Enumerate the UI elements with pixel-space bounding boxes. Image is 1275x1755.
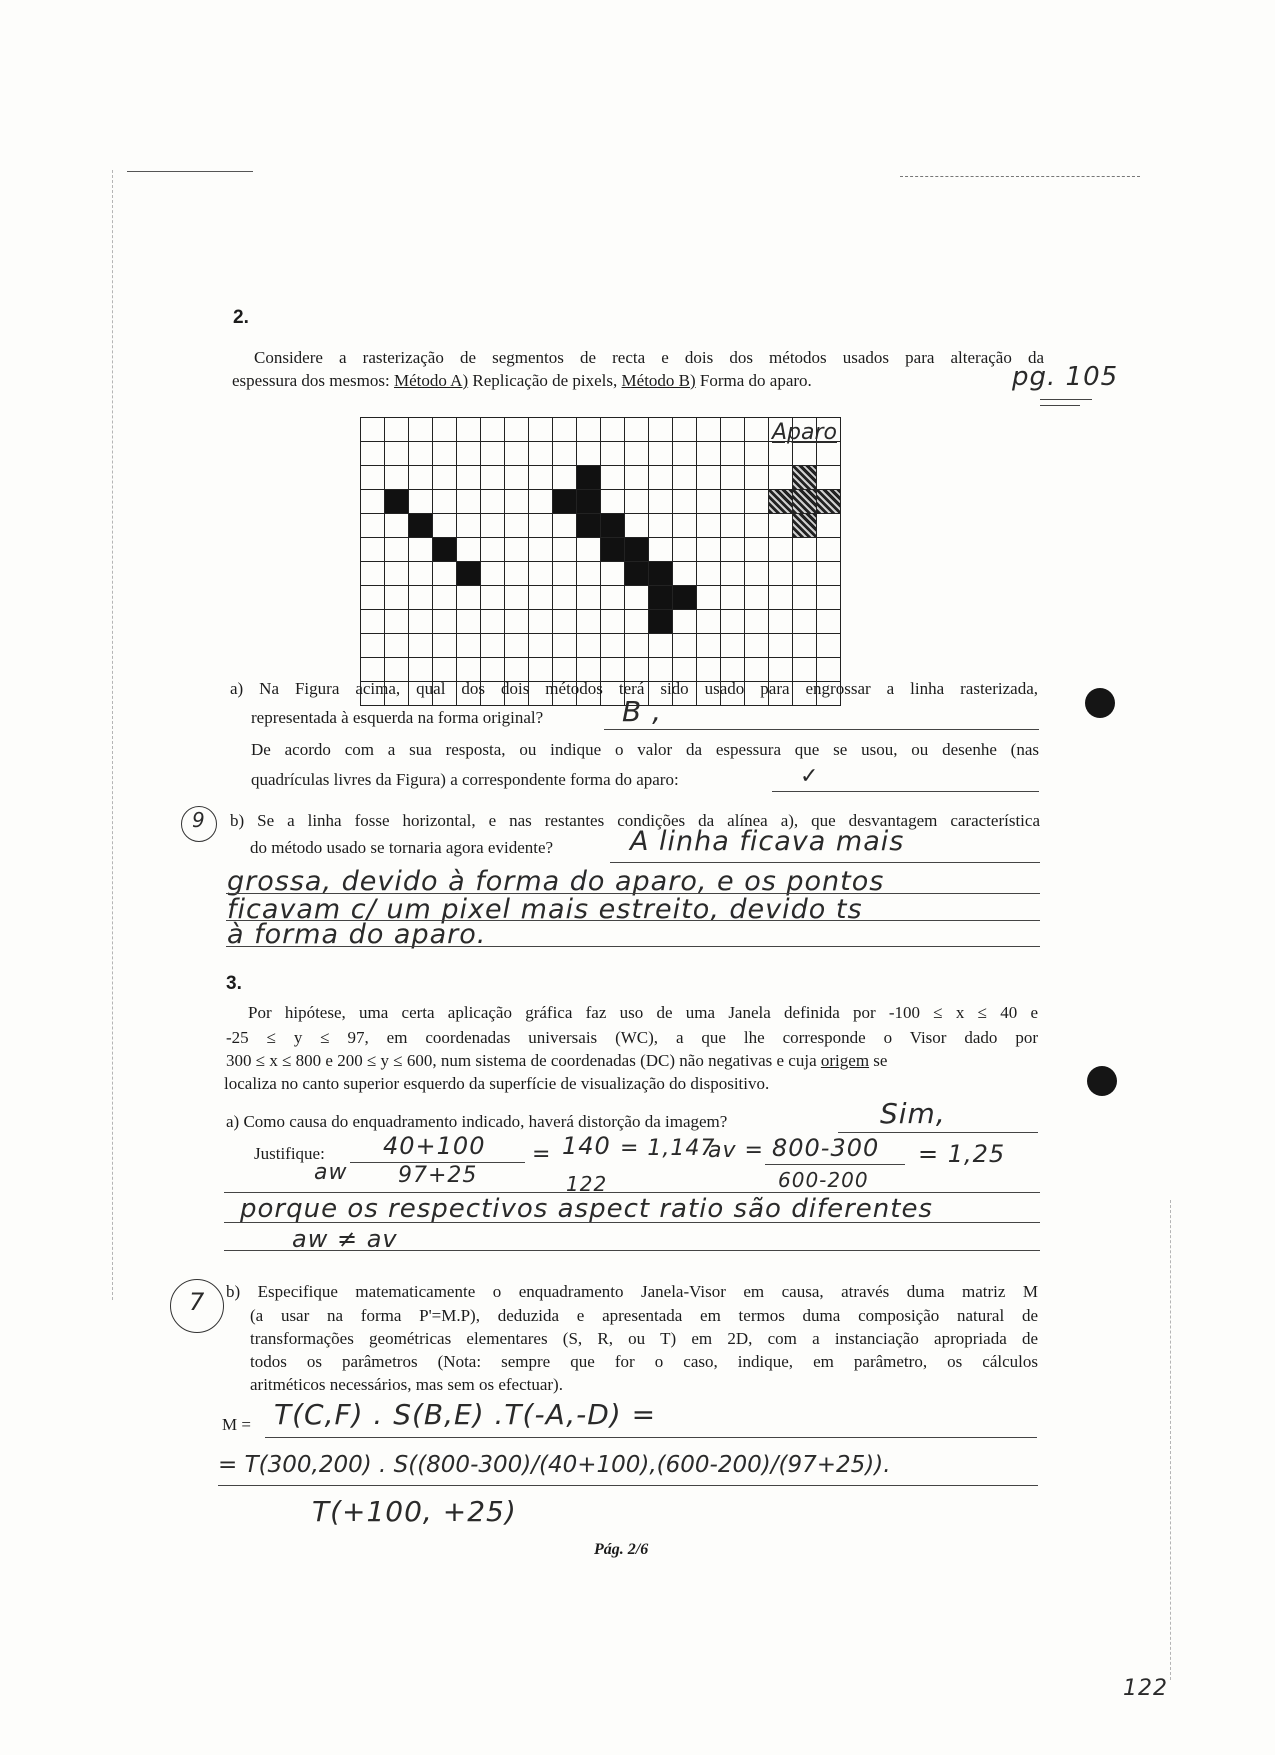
grid-cell	[433, 418, 457, 442]
grid-cell	[385, 442, 409, 466]
filled-pixel	[601, 538, 625, 562]
grid-cell	[553, 610, 577, 634]
grid-cell	[625, 634, 649, 658]
grid-cell	[817, 610, 841, 634]
grid-cell	[385, 418, 409, 442]
q3a-answer-rule	[838, 1132, 1038, 1133]
grid-cell	[529, 538, 553, 562]
filled-pixel	[649, 562, 673, 586]
matrix-formula-line3: T(+100, +25)	[312, 1495, 517, 1528]
grid-cell	[601, 442, 625, 466]
header-rule-left	[127, 171, 253, 172]
filled-pixel	[649, 610, 673, 634]
grid-cell	[649, 514, 673, 538]
calc-eq-sign: =	[532, 1142, 552, 1167]
grid-cell	[433, 610, 457, 634]
grid-cell	[625, 418, 649, 442]
filled-pixel	[553, 490, 577, 514]
page-number: Pág. 2/6	[594, 1541, 649, 1558]
grid-cell	[409, 418, 433, 442]
grid-cell	[361, 442, 385, 466]
grid-cell	[793, 538, 817, 562]
calc-aw-value-den: 122	[566, 1172, 608, 1196]
grid-cell	[481, 466, 505, 490]
grid-cell	[649, 538, 673, 562]
justify-line2: porque os respectivos aspect ratio são diferentes	[240, 1194, 933, 1224]
grid-cell	[385, 538, 409, 562]
grid-cell	[697, 610, 721, 634]
grid-cell	[745, 466, 769, 490]
grid-cell	[481, 562, 505, 586]
grid-cell	[601, 610, 625, 634]
grid-cell	[361, 538, 385, 562]
raster-grid-figure	[360, 417, 841, 706]
scan-left-edge	[112, 170, 113, 1300]
grid-cell	[433, 562, 457, 586]
grid-cell	[457, 586, 481, 610]
grid-cell	[433, 490, 457, 514]
grid-cell	[625, 610, 649, 634]
grid-cell	[649, 442, 673, 466]
grid-cell	[793, 634, 817, 658]
grid-cell	[769, 586, 793, 610]
grid-cell	[673, 514, 697, 538]
justify-line3: aw ≠ av	[292, 1225, 398, 1253]
grid-cell	[745, 514, 769, 538]
grid-cell	[433, 442, 457, 466]
grid-cell	[817, 538, 841, 562]
grid-cell	[721, 586, 745, 610]
filled-pixel	[457, 562, 481, 586]
grid-cell	[673, 490, 697, 514]
grid-cell	[793, 586, 817, 610]
grid-cell	[601, 418, 625, 442]
calc-aw-label: aw	[314, 1160, 348, 1185]
q2b-line1: b) Se a linha fosse horizontal, e nas restantes condições da alínea a), que desvantagem característica	[230, 811, 1040, 830]
grid-cell	[721, 490, 745, 514]
grid-cell	[697, 514, 721, 538]
aparo-annotation: Aparo	[772, 420, 838, 445]
grid-cell	[649, 466, 673, 490]
q2a-answer-method: B ,	[622, 695, 663, 728]
filled-pixel	[625, 562, 649, 586]
aparo-pixel	[817, 490, 841, 514]
grid-cell	[385, 466, 409, 490]
grid-cell	[481, 514, 505, 538]
grid-cell	[721, 442, 745, 466]
method-b-text: Forma do aparo.	[695, 371, 812, 390]
grid-cell	[505, 562, 529, 586]
q3b-line5: aritméticos necessários, mas sem os efectuar).	[250, 1375, 563, 1394]
q3b-line3: transformações geométricas elementares (S, R, ou T) em 2D, com a instanciação apropriada de	[250, 1329, 1038, 1348]
filled-pixel	[649, 586, 673, 610]
grid-cell	[529, 514, 553, 538]
calc-aw-denominator: 97+25	[398, 1163, 478, 1188]
grid-cell	[553, 538, 577, 562]
grid-cell	[817, 562, 841, 586]
q2-intro-prefix: espessura dos mesmos:	[232, 371, 394, 390]
q3b-line1: b) Especifique matematicamente o enquadramento Janela-Visor em causa, através duma matriz M	[226, 1282, 1038, 1301]
grid-cell	[697, 562, 721, 586]
grid-cell	[433, 514, 457, 538]
grid-cell	[745, 442, 769, 466]
grid-cell	[745, 634, 769, 658]
grid-cell	[385, 610, 409, 634]
calc-aw-numerator: 40+100	[383, 1132, 486, 1160]
grid-cell	[577, 418, 601, 442]
grid-cell	[361, 514, 385, 538]
grid-cell	[505, 490, 529, 514]
grid-cell	[745, 586, 769, 610]
q2-intro-line1: Considere a rasterização de segmentos de recta e dois dos métodos usados para alteração da	[254, 348, 1044, 367]
grid-cell	[625, 442, 649, 466]
grid-cell	[673, 418, 697, 442]
grid-cell	[409, 562, 433, 586]
grid-cell	[385, 586, 409, 610]
q3-origem-word: origem	[820, 1051, 870, 1070]
grid-cell	[697, 586, 721, 610]
grid-cell	[481, 634, 505, 658]
grid-cell	[601, 466, 625, 490]
grid-cell	[505, 634, 529, 658]
calc-av-fraction-bar	[765, 1164, 905, 1165]
q2a-answer-check: ✓	[800, 764, 820, 789]
grid-cell	[481, 418, 505, 442]
grid-cell	[505, 610, 529, 634]
grid-cell	[697, 466, 721, 490]
grid-cell	[793, 610, 817, 634]
grid-cell	[721, 562, 745, 586]
grid-cell	[457, 514, 481, 538]
grid-cell	[817, 586, 841, 610]
grid-cell	[505, 538, 529, 562]
grid-cell	[481, 610, 505, 634]
grid-cell	[769, 466, 793, 490]
grid-cell	[529, 490, 553, 514]
q2b-line2: do método usado se tornaria agora evidente?	[250, 838, 554, 857]
grid-cell	[577, 442, 601, 466]
grid-cell	[409, 466, 433, 490]
grid-cell	[577, 634, 601, 658]
grid-cell	[817, 634, 841, 658]
grid-cell	[361, 562, 385, 586]
q2a-line1: a) Na Figura acima, qual dos dois métodos terá sido usado para engrossar a linha rasterizada,	[230, 679, 1038, 698]
grid-cell	[601, 490, 625, 514]
grid-cell	[697, 490, 721, 514]
grid-cell	[745, 418, 769, 442]
aparo-pixel	[769, 490, 793, 514]
grid-cell	[769, 442, 793, 466]
grid-cell	[745, 562, 769, 586]
grid-cell	[625, 466, 649, 490]
grid-cell	[697, 538, 721, 562]
grid-cell	[529, 442, 553, 466]
matrix-formula-line2: = T(300,200) . S((800-300)/(40+100),(600-200)/(97+25)).	[218, 1452, 891, 1478]
q2-intro-line2	[232, 370, 812, 392]
header-rule-right	[900, 176, 1140, 177]
grid-cell	[769, 610, 793, 634]
grid-cell	[433, 466, 457, 490]
grid-cell	[793, 442, 817, 466]
grid-cell	[457, 418, 481, 442]
grid-cell	[721, 418, 745, 442]
grid-cell	[361, 586, 385, 610]
grid-cell	[577, 586, 601, 610]
grid-cell	[457, 442, 481, 466]
calc-av-result: = 1,25	[918, 1140, 1006, 1168]
grid-cell	[457, 610, 481, 634]
grid-cell	[409, 610, 433, 634]
grid-cell	[433, 586, 457, 610]
q2b-rule4	[226, 946, 1040, 947]
grid-cell	[721, 466, 745, 490]
calc-av-label: av =	[708, 1138, 764, 1163]
q3b-line2: (a usar na forma P'=M.P), deduzida e apresentada em termos duma composição natural de	[250, 1306, 1038, 1325]
grid-cell	[817, 442, 841, 466]
q3b-grade: 7	[189, 1288, 206, 1316]
justify-label: Justifique:	[254, 1144, 325, 1163]
grid-cell	[721, 538, 745, 562]
q2b-answer-line3: ficavam c/ um pixel mais estreito, devido ts	[227, 894, 863, 925]
q3-intro-line2: -25 ≤ y ≤ 97, em coordenadas universais (WC), a que lhe corresponde o Visor dado por	[226, 1028, 1038, 1047]
grid-cell	[433, 634, 457, 658]
matrix-formula-line1: T(C,F) . S(B,E) .T(-A,-D) =	[274, 1398, 657, 1431]
grid-cell	[721, 514, 745, 538]
grid-cell	[553, 418, 577, 442]
filled-pixel	[625, 538, 649, 562]
grid-cell	[649, 418, 673, 442]
grid-cell	[481, 490, 505, 514]
grid-cell	[505, 418, 529, 442]
grid-cell	[649, 634, 673, 658]
margin-ink-dot-1	[1085, 688, 1115, 718]
q2b-answer-line1: A linha ficava mais	[630, 826, 905, 857]
grid-cell	[769, 562, 793, 586]
q3-intro3-text: 300 ≤ x ≤ 800 e 200 ≤ y ≤ 600, num sistema de coordenadas (DC) não negativas e cuja	[226, 1051, 821, 1070]
grid-cell	[361, 418, 385, 442]
grid-cell	[769, 538, 793, 562]
question-3-number: 3.	[226, 973, 242, 994]
matrix-rule2	[218, 1485, 1038, 1486]
grid-cell	[529, 610, 553, 634]
grid-cell	[697, 418, 721, 442]
grid-cell	[817, 466, 841, 490]
corner-handwritten-number: 122	[1123, 1676, 1168, 1701]
grid-cell	[457, 490, 481, 514]
grid-cell	[361, 634, 385, 658]
grid-cell	[577, 538, 601, 562]
grid-cell	[673, 442, 697, 466]
q2a-answer-line1	[604, 729, 1039, 730]
q2b-rule1	[610, 862, 1040, 863]
grid-cell	[361, 466, 385, 490]
filled-pixel	[673, 586, 697, 610]
scan-right-edge	[1170, 1200, 1171, 1680]
question-2-number: 2.	[233, 307, 249, 328]
calc-av-numerator: 800-300	[772, 1134, 880, 1162]
q2b-answer-line4: à forma do aparo.	[227, 919, 487, 950]
grid-cell	[601, 562, 625, 586]
grid-cell	[577, 610, 601, 634]
grid-cell	[457, 538, 481, 562]
grid-cell	[745, 490, 769, 514]
grid-cell	[409, 634, 433, 658]
q2a-line4: quadrículas livres da Figura) a correspondente forma do aparo:	[251, 770, 679, 789]
page-reference-note: pg. 105	[1012, 362, 1119, 392]
grid-cell	[457, 634, 481, 658]
margin-ink-dot-2	[1087, 1066, 1117, 1096]
justify-rule2	[224, 1222, 1040, 1223]
grid-cell	[409, 586, 433, 610]
grid-cell	[361, 490, 385, 514]
grid-cell	[505, 514, 529, 538]
grid-cell	[505, 442, 529, 466]
filled-pixel	[577, 514, 601, 538]
aparo-pixel	[793, 514, 817, 538]
grid-cell	[577, 562, 601, 586]
q3a-answer: Sim,	[880, 1097, 946, 1130]
q3b-line4: todos os parâmetros (Nota: sempre que for o caso, indique, em parâmetro, os cálculos	[250, 1352, 1038, 1371]
grid-cell	[409, 490, 433, 514]
grid-cell	[529, 586, 553, 610]
grid-cell	[505, 586, 529, 610]
grid-cell	[649, 490, 673, 514]
calc-aw-value-num: 140	[562, 1132, 611, 1160]
filled-pixel	[385, 490, 409, 514]
grid-cell	[457, 466, 481, 490]
grid-cell	[769, 514, 793, 538]
grid-cell	[817, 514, 841, 538]
calc-av-denominator: 600-200	[778, 1168, 869, 1192]
grid-cell	[673, 610, 697, 634]
calc-aw-result: = 1,147	[620, 1136, 716, 1161]
grid-cell	[721, 610, 745, 634]
q3-intro-line1: Por hipótese, uma certa aplicação gráfica faz uso de uma Janela definida por -100 ≤ x ≤ 40 e	[248, 1003, 1038, 1022]
grid-cell	[529, 466, 553, 490]
q3-intro-line3	[226, 1050, 887, 1072]
justify-rule1	[224, 1192, 1040, 1193]
aparo-pixel	[793, 490, 817, 514]
grid-cell	[553, 442, 577, 466]
grid-cell	[409, 442, 433, 466]
grid-cell	[721, 634, 745, 658]
grid-cell	[385, 514, 409, 538]
grid-cell	[553, 466, 577, 490]
grid-cell	[601, 586, 625, 610]
justify-rule3	[224, 1250, 1040, 1251]
grid-cell	[529, 418, 553, 442]
grid-cell	[673, 466, 697, 490]
grid-cell	[481, 586, 505, 610]
grid-cell	[553, 514, 577, 538]
grid-cell	[529, 634, 553, 658]
grid-cell	[625, 490, 649, 514]
grid-cell	[697, 442, 721, 466]
page-reference-underline-2	[1040, 405, 1080, 406]
aparo-pixel	[793, 466, 817, 490]
method-a-label: Método A)	[393, 371, 469, 390]
grid-cell	[745, 610, 769, 634]
grid-cell	[673, 538, 697, 562]
grid-cell	[409, 538, 433, 562]
grid-cell	[793, 562, 817, 586]
method-a-text: Replicação de pixels,	[468, 371, 622, 390]
grid-cell	[625, 586, 649, 610]
q3a-question: a) Como causa do enquadramento indicado, haverá distorção da imagem?	[226, 1112, 728, 1131]
q2b-answer-line2: grossa, devido à forma do aparo, e os pontos	[227, 866, 885, 897]
grid-cell	[385, 562, 409, 586]
grid-cell	[601, 634, 625, 658]
grid-cell	[745, 538, 769, 562]
grid-cell	[361, 610, 385, 634]
filled-pixel	[577, 466, 601, 490]
filled-pixel	[577, 490, 601, 514]
filled-pixel	[433, 538, 457, 562]
grid-cell	[553, 562, 577, 586]
q3-intro-line4: localiza no canto superior esquerdo da superfície de visualização do dispositivo.	[224, 1074, 770, 1093]
method-b-label: Método B)	[621, 371, 696, 390]
grid-cell	[697, 634, 721, 658]
filled-pixel	[601, 514, 625, 538]
matrix-label: M =	[222, 1415, 251, 1434]
grid-cell	[673, 562, 697, 586]
grid-cell	[625, 514, 649, 538]
matrix-rule1	[265, 1437, 1037, 1438]
grid-cell	[553, 634, 577, 658]
grid-cell	[505, 466, 529, 490]
q2b-grade: 9	[192, 808, 206, 832]
grid-cell	[481, 442, 505, 466]
filled-pixel	[409, 514, 433, 538]
grid-cell	[769, 634, 793, 658]
q2a-line3: De acordo com a sua resposta, ou indique o valor da espessura que se usou, ou desenhe (nas	[251, 740, 1039, 759]
q2a-answer-line2	[772, 791, 1039, 792]
page-reference-underline	[1040, 399, 1092, 400]
grid-cell	[553, 586, 577, 610]
grid-cell	[673, 634, 697, 658]
q3-intro3-end: se	[869, 1051, 888, 1070]
grid-cell	[481, 538, 505, 562]
grid-cell	[385, 634, 409, 658]
grid-cell	[529, 562, 553, 586]
q2a-line2: representada à esquerda na forma original?	[251, 708, 544, 727]
